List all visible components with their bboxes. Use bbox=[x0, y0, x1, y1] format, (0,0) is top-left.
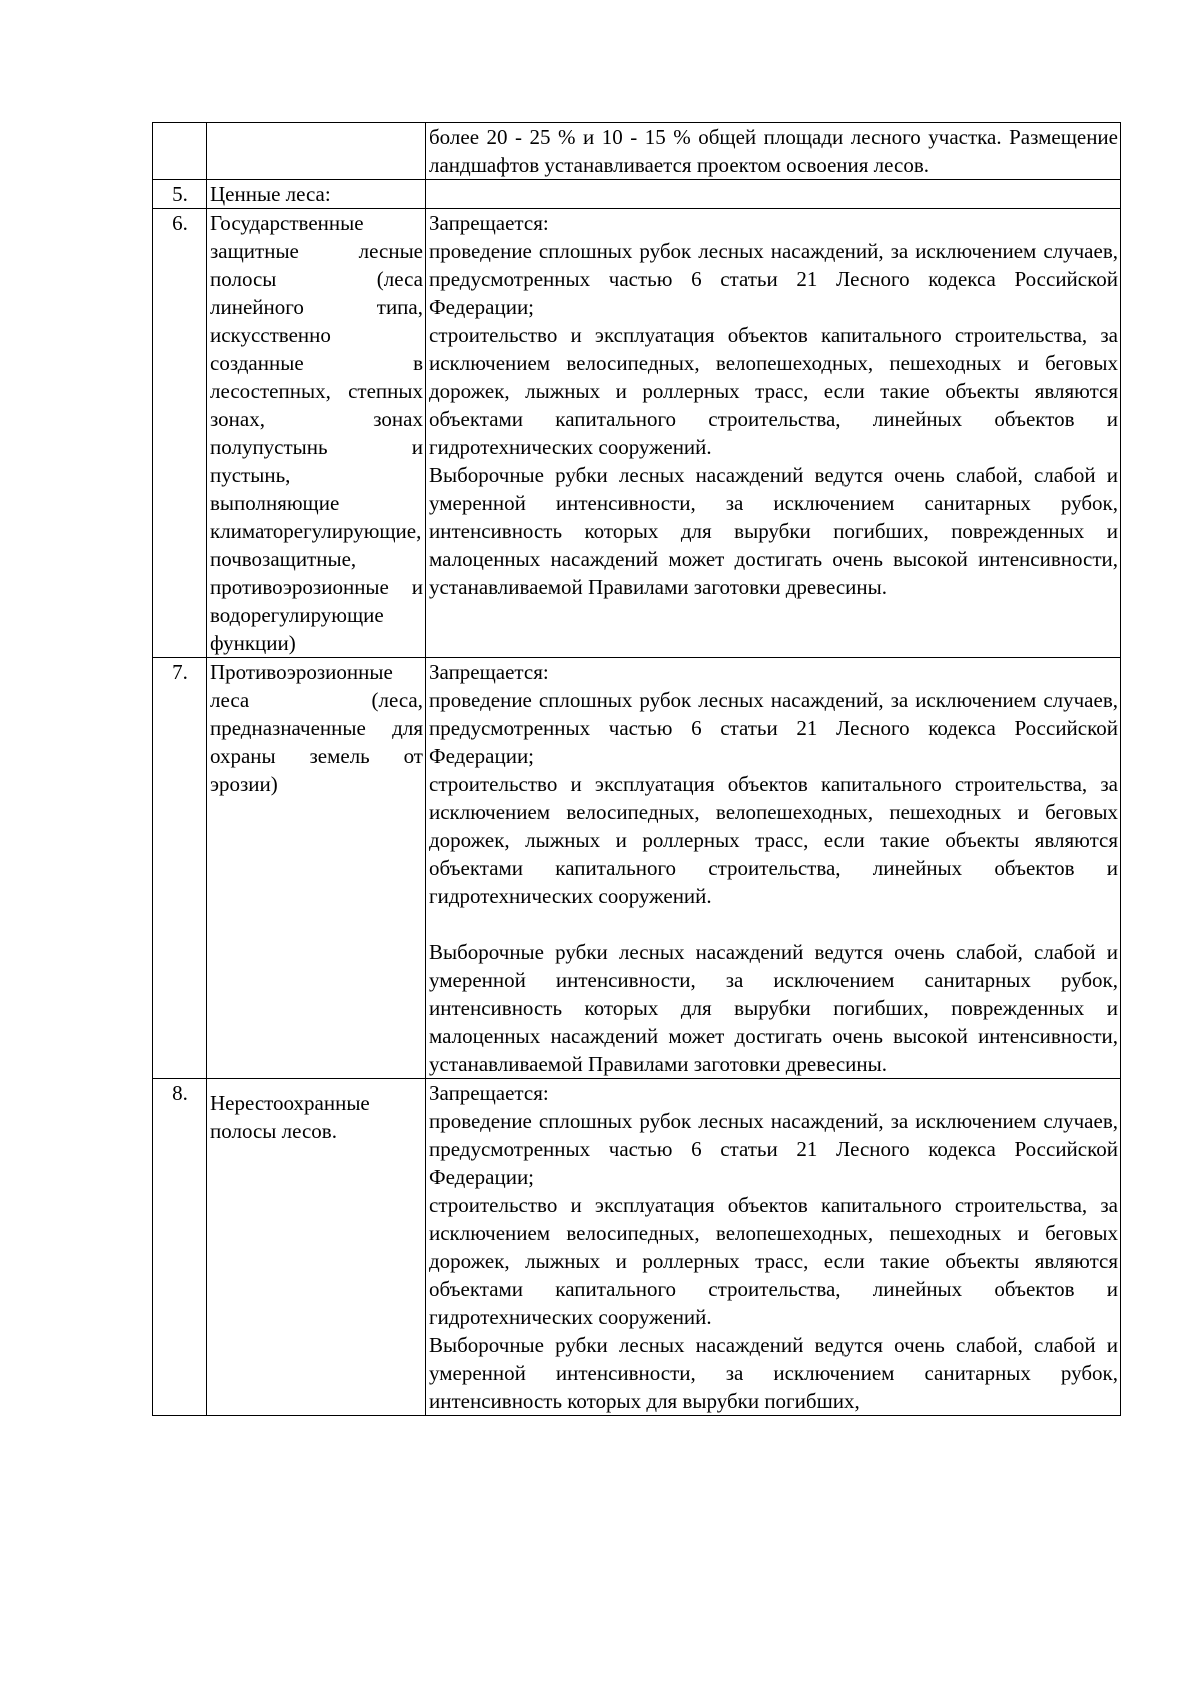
table-row bbox=[153, 123, 1121, 180]
regime-text bbox=[426, 123, 1121, 180]
table-row bbox=[153, 1079, 1121, 1416]
regime-text bbox=[426, 209, 1121, 658]
row-number: 6. bbox=[153, 209, 207, 658]
regime-text bbox=[426, 658, 1121, 1079]
regime-paragraph: Запрещается: bbox=[429, 1081, 549, 1105]
regime-paragraph: Выборочные рубки лесных насаждений ведутся очень слабой, слабой и умеренной интенсивности, за исключением санитарных рубок, интенсивность которых для вырубки погибших, bbox=[429, 1333, 1118, 1413]
forest-category bbox=[207, 123, 426, 180]
regime-paragraph: строительство и эксплуатация объектов капитального строительства, за исключением велосипедных, велопешеходных, пешеходных и беговых дорожек, лыжных и роллерных трасс, если такие объекты являются объектами капитального строительства, линейных объектов и гидротехнических сооружений. bbox=[429, 772, 1118, 908]
regime-text bbox=[426, 1079, 1121, 1416]
row-number: 8. bbox=[153, 1079, 207, 1416]
regime-text bbox=[426, 180, 1121, 209]
forest-category: Ценные леса: bbox=[207, 180, 426, 209]
forest-category: Государственные защитные лесные полосы (леса линейного типа, искусственно созданные в лесостепных, степных зонах, зонах полупустынь и пустынь, выполняющие климаторегулирующие, почвозащитные, противоэрозионные и водорегулирующие функции) bbox=[207, 209, 426, 658]
regime-paragraph: более 20 - 25 % и 10 - 15 % общей площади лесного участка. Размещение ландшафтов устанавливается проектом освоения лесов. bbox=[429, 125, 1118, 177]
forest-category: Нерестоохранные полосы лесов. bbox=[207, 1079, 426, 1416]
regime-paragraph: Выборочные рубки лесных насаждений ведутся очень слабой, слабой и умеренной интенсивности, за исключением санитарных рубок, интенсивность которых для вырубки погибших, поврежденных и малоценных насаждений может достигать очень высокой интенсивности, устанавливаемой Правилами заготовки древесины. bbox=[429, 463, 1118, 599]
regime-paragraph: Запрещается: bbox=[429, 211, 549, 235]
table-row bbox=[153, 180, 1121, 209]
regime-paragraph: строительство и эксплуатация объектов капитального строительства, за исключением велосипедных, велопешеходных, пешеходных и беговых дорожек, лыжных и роллерных трасс, если такие объекты являются объектами капитального строительства, линейных объектов и гидротехнических сооружений. bbox=[429, 323, 1118, 459]
regime-paragraph: проведение сплошных рубок лесных насаждений, за исключением случаев, предусмотренных частью 6 статьи 21 Лесного кодекса Российской Федерации; bbox=[429, 239, 1118, 319]
row-number: 5. bbox=[153, 180, 207, 209]
row-number: 7. bbox=[153, 658, 207, 1079]
forest-category: Противоэрозионные леса (леса, предназначенные для охраны земель от эрозии) bbox=[207, 658, 426, 1079]
regulations-table bbox=[152, 122, 1121, 1416]
regime-paragraph: проведение сплошных рубок лесных насаждений, за исключением случаев, предусмотренных частью 6 статьи 21 Лесного кодекса Российской Федерации; bbox=[429, 688, 1118, 768]
regime-paragraph: Выборочные рубки лесных насаждений ведутся очень слабой, слабой и умеренной интенсивности, за исключением санитарных рубок, интенсивность которых для вырубки погибших, поврежденных и малоценных насаждений может достигать очень высокой интенсивности, устанавливаемой Правилами заготовки древесины. bbox=[429, 940, 1118, 1076]
table-row bbox=[153, 209, 1121, 658]
regime-paragraph: проведение сплошных рубок лесных насаждений, за исключением случаев, предусмотренных частью 6 статьи 21 Лесного кодекса Российской Федерации; bbox=[429, 1109, 1118, 1189]
regime-paragraph: Запрещается: bbox=[429, 660, 549, 684]
row-number bbox=[153, 123, 207, 180]
table-row bbox=[153, 658, 1121, 1079]
regime-paragraph: строительство и эксплуатация объектов капитального строительства, за исключением велосипедных, велопешеходных, пешеходных и беговых дорожек, лыжных и роллерных трасс, если такие объекты являются объектами капитального строительства, линейных объектов и гидротехнических сооружений. bbox=[429, 1193, 1118, 1329]
